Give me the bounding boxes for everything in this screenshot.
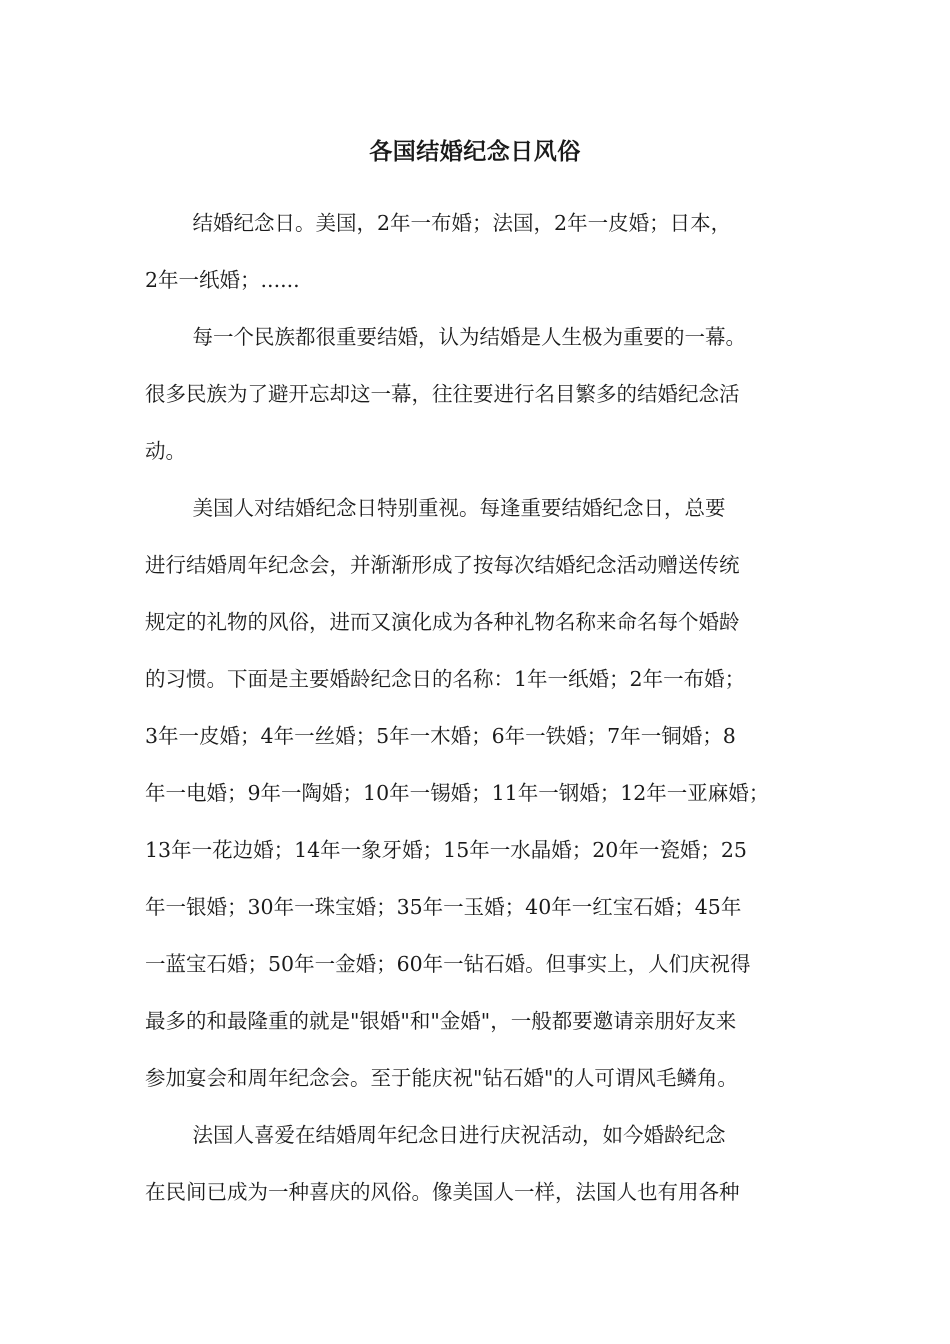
text-line-17: 法国人喜爱在结婚周年纪念日进行庆祝活动，如今婚龄纪念 <box>145 1123 726 1147</box>
text-line-15: 最多的和最隆重的就是"银婚"和"金婚"，一般都要邀请亲朋好友来 <box>145 1009 737 1033</box>
text-line-4: 很多民族为了避开忘却这一幕，往往要进行名目繁多的结婚纪念活 <box>145 382 740 406</box>
document-title: 各国结婚纪念日风俗 <box>369 139 581 165</box>
text-line-3: 每一个民族都很重要结婚，认为结婚是人生极为重要的一幕。 <box>145 325 747 349</box>
text-line-9: 的习惯。下面是主要婚龄纪念日的名称：1年一纸婚；2年一布婚； <box>145 667 746 691</box>
text-line-18: 在民间已成为一种喜庆的风俗。像美国人一样，法国人也有用各种 <box>145 1180 740 1204</box>
text-line-7: 进行结婚周年纪念会，并渐渐形成了按每次结婚纪念活动赠送传统 <box>145 553 740 577</box>
text-line-13: 年一银婚；30年一珠宝婚；35年一玉婚；40年一红宝石婚；45年 <box>145 895 742 919</box>
text-line-2: 2年一纸婚；...... <box>145 268 300 292</box>
text-line-8: 规定的礼物的风俗，进而又演化成为各种礼物名称来命名每个婚龄 <box>145 610 740 634</box>
text-line-6: 美国人对结婚纪念日特别重视。每逢重要结婚纪念日，总要 <box>145 496 726 520</box>
text-line-11: 年一电婚；9年一陶婚；10年一锡婚；11年一钢婚；12年一亚麻婚； <box>145 781 770 805</box>
text-line-12: 13年一花边婚；14年一象牙婚；15年一水晶婚；20年一瓷婚；25 <box>145 838 747 862</box>
text-line-14: 一蓝宝石婚；50年一金婚；60年一钻石婚。但事实上，人们庆祝得 <box>145 952 751 976</box>
text-line-16: 参加宴会和周年纪念会。至于能庆祝"钻石婚"的人可谓风毛鳞角。 <box>145 1066 738 1090</box>
text-line-5: 动。 <box>145 439 186 463</box>
text-line-1: 结婚纪念日。美国，2年一布婚；法国，2年一皮婚；日本， <box>145 211 732 235</box>
text-line-10: 3年一皮婚；4年一丝婚；5年一木婚；6年一铁婚；7年一铜婚；8 <box>145 724 736 748</box>
